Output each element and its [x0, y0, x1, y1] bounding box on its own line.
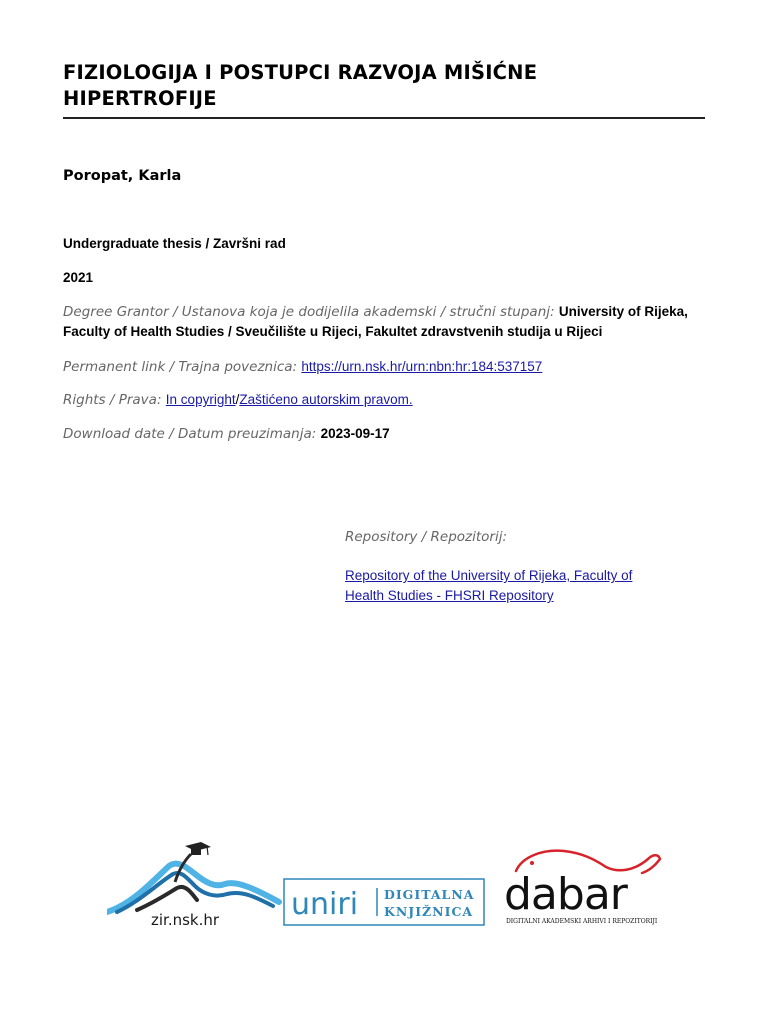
- author-name: Poropat, Karla: [63, 168, 182, 184]
- publication-year: 2021: [63, 270, 94, 285]
- thesis-type: Undergraduate thesis / Završni rad: [63, 236, 286, 251]
- dabar-logo[interactable]: [502, 845, 667, 927]
- uniri-logo-line1: DIGITALNA: [384, 887, 475, 902]
- repository-label: Repository / Repozitorij:: [345, 529, 508, 545]
- rights-separator: /: [235, 392, 240, 407]
- download-date-value: 2023-09-17: [320, 426, 390, 441]
- degree-grantor-label: Degree Grantor / Ustanova koja je dodijelila akademski / stručni stupanj:: [63, 304, 555, 320]
- download-date: [63, 424, 723, 444]
- repository-link[interactable]: Repository of the University of Rijeka, Faculty of Health Studies - FHSRI Repository: [345, 568, 633, 603]
- degree-grantor-value: University of Rijeka, Faculty of Health Studies / Sveučilište u Rijeci, Fakultet zdravstvenih studija u Rijeci: [63, 304, 688, 339]
- zir-logo[interactable]: [107, 840, 282, 932]
- mountain-graduation-cap-icon: [107, 842, 279, 912]
- uniri-logo-brand: uniri: [291, 887, 359, 922]
- uniri-logo-line2: KNJIŽNICA: [384, 904, 474, 919]
- rights-link-zasticeno[interactable]: Zaštićeno autorskim pravom.: [239, 392, 413, 407]
- uniri-logo[interactable]: [283, 878, 485, 926]
- rights: [63, 390, 723, 410]
- rights-link-in-copyright[interactable]: In copyright: [165, 392, 236, 407]
- document-title: FIZIOLOGIJA I POSTUPCI RAZVOJA MIŠIĆNE HIPERTROFIJE: [63, 61, 538, 110]
- rights-label: Rights / Prava:: [63, 392, 162, 408]
- title-divider: [63, 117, 705, 119]
- permanent-link-label: Permanent link / Trajna poveznica:: [63, 359, 298, 375]
- permanent-link: [63, 357, 723, 377]
- dabar-logo-caption: DIGITALNI AKADEMSKI ARHIVI I REPOZITORIJI: [506, 918, 658, 925]
- download-date-label: Download date / Datum preuzimanja:: [63, 426, 317, 442]
- permanent-link-url[interactable]: https://urn.nsk.hr/urn:nbn:hr:184:537157: [301, 359, 543, 374]
- dabar-logo-brand: dabar: [504, 869, 627, 920]
- zir-logo-text: zir.nsk.hr: [151, 911, 220, 929]
- degree-grantor: [63, 302, 723, 342]
